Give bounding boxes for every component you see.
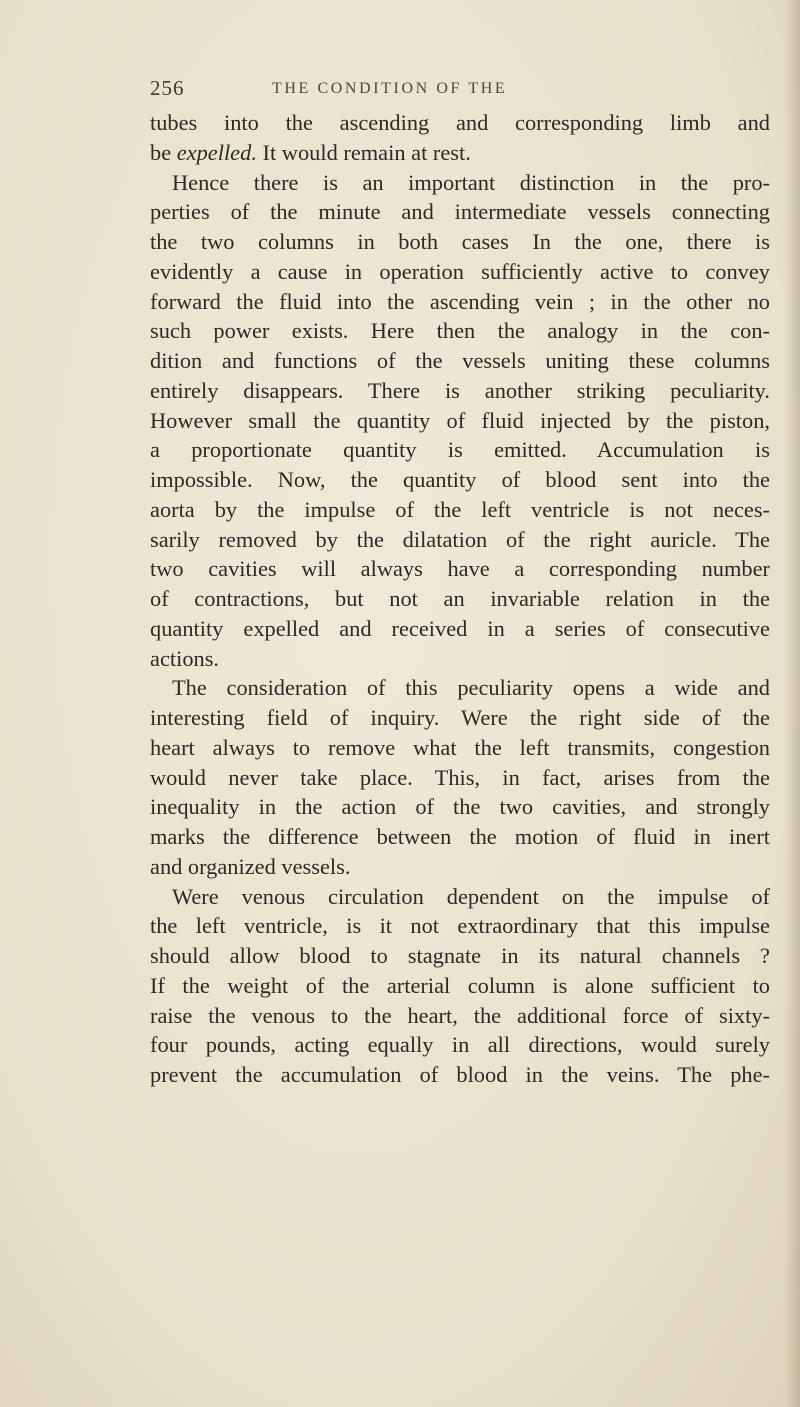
text-line	[150, 882, 770, 912]
text-line-content: The consideration of this peculiarity opens a wide and	[172, 675, 770, 701]
text-line-content: be	[150, 139, 177, 165]
text-line	[150, 644, 770, 674]
text-line-content: sarily removed by the dilatation of the right auricle. The	[150, 526, 770, 552]
text-line	[150, 316, 770, 346]
text-line-content: marks the difference between the motion of fluid in inert	[150, 824, 770, 849]
text-line	[150, 227, 770, 257]
text-line-rest: It would remain at rest.	[256, 139, 471, 165]
text-line	[150, 822, 770, 852]
text-line-content: heart always to remove what the left transmits, congestion	[150, 734, 770, 760]
text-line-content: two cavities will always have a corresponding number	[150, 556, 770, 582]
running-head: THE CONDITION OF THE	[272, 80, 508, 97]
text-line	[150, 1001, 770, 1031]
text-line-content: and organized vessels.	[150, 853, 351, 879]
text-line	[150, 971, 770, 1001]
text-line-content: forward the fluid into the ascending vein ; in the other no	[150, 288, 770, 314]
text-line	[150, 525, 770, 555]
text-line	[150, 941, 770, 971]
text-line-content: perties of the minute and intermediate vessels connecting	[150, 199, 770, 225]
text-line	[150, 138, 770, 168]
text-line-content: evidently a cause in operation sufficiently active to convey	[150, 258, 770, 284]
text-line	[150, 1060, 770, 1090]
text-line-content: actions.	[150, 645, 220, 671]
text-line	[150, 406, 770, 436]
text-line-content: would never take place. This, in fact, arises from the	[150, 764, 770, 790]
text-line-content: dition and functions of the vessels uniting these columns	[150, 348, 770, 373]
text-line	[150, 197, 770, 227]
text-line-content: inequality in the action of the two cavities, and strongly	[150, 794, 770, 820]
text-line-content: tubes into the ascending and corresponding limb and	[150, 110, 770, 135]
text-line-content: quantity expelled and received in a series of consecutive	[150, 615, 770, 641]
text-line-content: impossible. Now, the quantity of blood sent into the	[150, 467, 770, 492]
text-line-content: If the weight of the arterial column is alone sufficient to	[150, 972, 770, 998]
text-line-content: of contractions, but not an invariable relation in the	[150, 586, 770, 611]
text-line	[150, 733, 770, 763]
text-line	[150, 435, 770, 465]
text-line	[150, 703, 770, 733]
text-line-content: entirely disappears. There is another striking peculiarity.	[150, 377, 770, 403]
page-edge-shadow	[784, 0, 800, 1407]
text-line-content: the two columns in both cases In the one, there is	[150, 229, 770, 254]
text-line	[150, 257, 770, 287]
text-line-content: a proportionate quantity is emitted. Accumulation is	[150, 437, 770, 463]
text-line	[150, 287, 770, 317]
page-header	[150, 76, 770, 106]
page-number: 256	[150, 76, 185, 100]
text-line-content: However small the quantity of fluid injected by the piston,	[150, 407, 770, 433]
text-line	[150, 495, 770, 525]
text-line	[150, 108, 770, 138]
text-line-content: raise the venous to the heart, the additional force of sixty-	[150, 1002, 770, 1028]
text-line-content: four pounds, acting equally in all directions, would surely	[150, 1032, 770, 1058]
text-line	[150, 792, 770, 822]
text-line	[150, 376, 770, 406]
text-line	[150, 763, 770, 793]
text-line-content: the left ventricle, is it not extraordinary that this impulse	[150, 913, 770, 939]
text-line	[150, 1030, 770, 1060]
text-line-content: prevent the accumulation of blood in the veins. The phe-	[150, 1062, 770, 1087]
text-line-content: Hence there is an important distinction in the pro-	[172, 169, 770, 195]
text-line	[150, 673, 770, 703]
text-line	[150, 168, 770, 198]
text-line	[150, 465, 770, 495]
text-line	[150, 911, 770, 941]
text-line-content: such power exists. Here then the analogy in the con-	[150, 318, 770, 344]
text-line	[150, 614, 770, 644]
italic-word: expelled.	[176, 139, 257, 165]
text-line	[150, 346, 770, 376]
text-line	[150, 554, 770, 584]
text-line	[150, 852, 770, 882]
text-line-content: Were venous circulation dependent on the impulse of	[172, 883, 770, 909]
text-line-content: aorta by the impulse of the left ventricle is not neces-	[150, 496, 770, 522]
text-line-content: should allow blood to stagnate in its natural channels ?	[150, 943, 770, 968]
body-text	[150, 108, 770, 1090]
text-line-content: interesting field of inquiry. Were the right side of the	[150, 705, 770, 730]
text-line	[150, 584, 770, 614]
